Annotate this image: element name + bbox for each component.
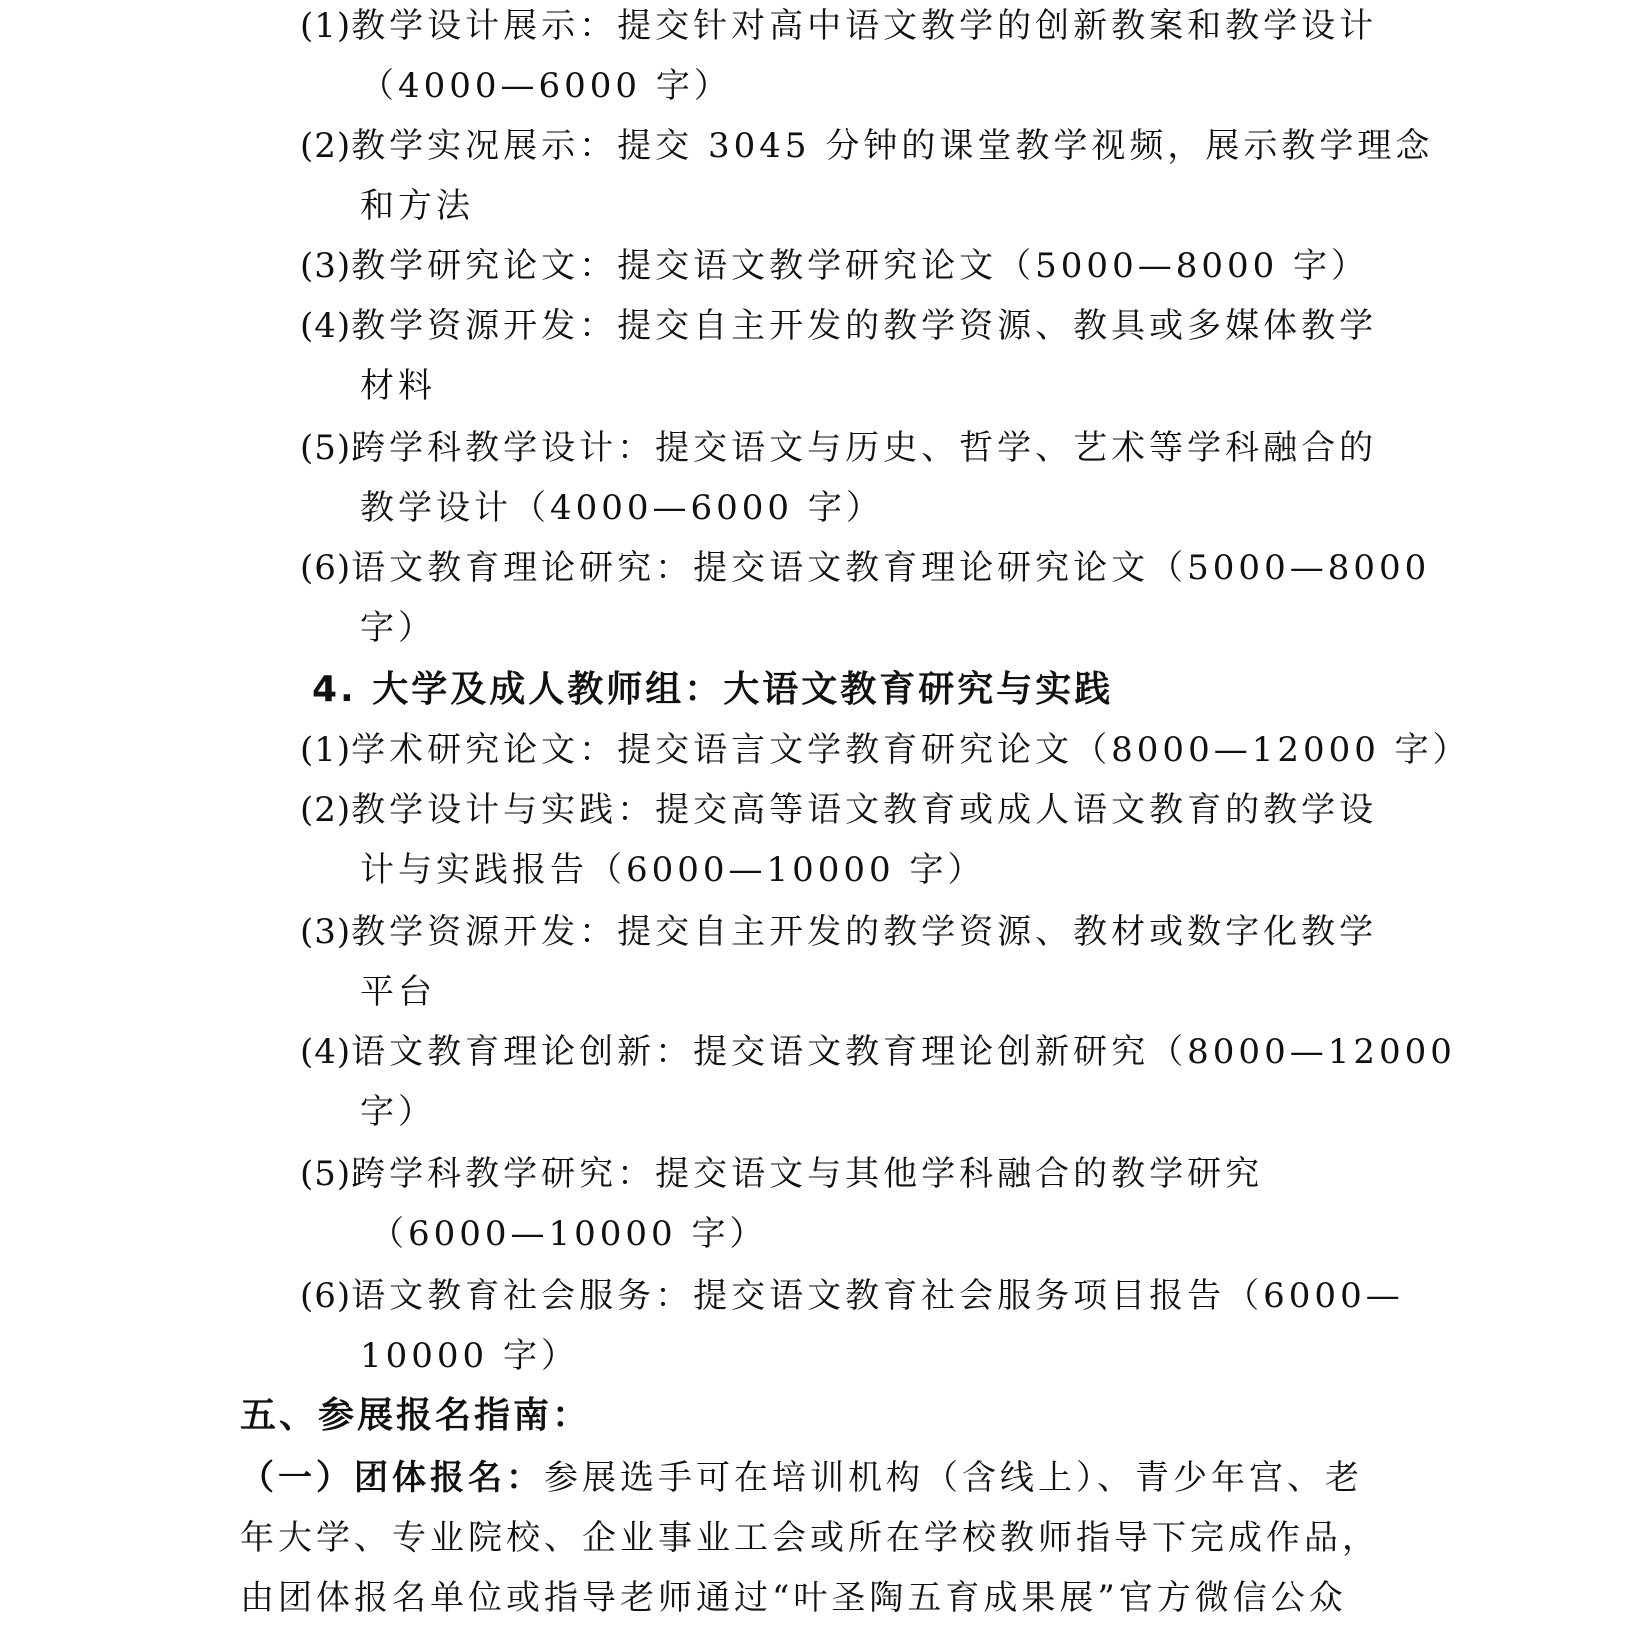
paragraph-line-1 [240, 1458, 1363, 1498]
item-text: 语文教育社会服务：提交语文教育社会服务项目报告（6000— [351, 1276, 1404, 1316]
item-text: 计与实践报告（6000—10000 字） [360, 850, 986, 890]
item-text: 材料 [360, 366, 436, 406]
paragraph-text: 参展选手可在培训机构（含线上）、青少年宫、老 [544, 1458, 1363, 1498]
list-item-b2-cont [360, 850, 986, 890]
item-text: 语文教育理论创新：提交语文教育理论创新研究（8000—12000 [351, 1032, 1456, 1072]
sub-label: （一）团体报名： [240, 1458, 544, 1498]
item-number: (3) [300, 912, 352, 952]
paragraph-text: 年大学、专业院校、企业事业工会或所在学校教师指导下完成作品， [240, 1518, 1380, 1558]
item-number: (2) [300, 126, 352, 166]
paragraph-text: 由团体报名单位或指导老师通过“叶圣陶五育成果展”官方微信公众 [240, 1578, 1347, 1618]
item-number: (1) [300, 730, 352, 770]
list-item-a1-cont [360, 66, 732, 106]
item-text: （4000—6000 字） [360, 66, 732, 106]
item-number: (5) [300, 428, 352, 468]
list-item-b4 [300, 1032, 1456, 1072]
list-item-a4-cont [360, 366, 436, 406]
list-item-b3-cont [360, 972, 436, 1012]
list-item-b6 [300, 1276, 1404, 1316]
item-text: 跨学科教学研究：提交语文与其他学科融合的教学研究 [351, 1154, 1264, 1194]
item-number: (4) [300, 306, 352, 346]
item-text: 跨学科教学设计：提交语文与历史、哲学、艺术等学科融合的 [351, 428, 1378, 468]
item-text: 教学资源开发：提交自主开发的教学资源、教材或数字化教学 [351, 912, 1378, 952]
group-heading: 4. 大学及成人教师组：大语文教育研究与实践 [312, 669, 1114, 710]
list-item-a1 [300, 6, 1377, 46]
item-text: 字） [360, 608, 436, 648]
item-number: (5) [300, 1154, 352, 1194]
item-text: （6000—10000 字） [370, 1214, 768, 1254]
section-title: 五、参展报名指南： [240, 1395, 592, 1436]
item-number: (3) [300, 246, 352, 286]
list-item-b4-cont [360, 1092, 436, 1132]
item-number: (1) [300, 6, 352, 46]
item-text: 教学设计（4000—6000 字） [360, 488, 884, 528]
item-number: (6) [300, 1276, 352, 1316]
list-item-a2 [300, 126, 1433, 166]
item-number: (2) [300, 790, 352, 830]
list-item-b1 [300, 730, 1471, 770]
item-text: 10000 字） [360, 1336, 579, 1376]
paragraph-line-3 [240, 1578, 1347, 1618]
item-text: 教学研究论文：提交语文教学研究论文（5000—8000 字） [351, 246, 1370, 286]
list-item-b6-cont [360, 1336, 579, 1376]
list-item-a2-cont [360, 186, 474, 226]
item-text: 和方法 [360, 186, 474, 226]
list-item-a3 [300, 246, 1369, 286]
item-text: 语文教育理论研究：提交语文教育理论研究论文（5000—8000 [351, 548, 1431, 588]
item-text: 教学资源开发：提交自主开发的教学资源、教具或多媒体教学 [351, 306, 1378, 346]
item-text: 教学设计展示：提交针对高中语文教学的创新教案和教学设计 [351, 6, 1378, 46]
item-text: 教学实况展示：提交 3045 分钟的课堂教学视频，展示教学理念 [351, 126, 1434, 166]
list-item-b5 [300, 1154, 1263, 1194]
paragraph-line-2 [240, 1518, 1380, 1558]
item-number: (6) [300, 548, 352, 588]
item-text: 字） [360, 1092, 436, 1132]
item-text: 教学设计与实践：提交高等语文教育或成人语文教育的教学设 [351, 790, 1378, 830]
list-item-a5-cont [360, 488, 884, 528]
item-text: 平台 [360, 972, 436, 1012]
list-item-b2 [300, 790, 1377, 830]
item-text: 学术研究论文：提交语言文学教育研究论文（8000—12000 字） [351, 730, 1471, 770]
list-item-a4 [300, 306, 1377, 346]
list-item-b3 [300, 912, 1377, 952]
list-item-a5 [300, 428, 1377, 468]
list-item-a6 [300, 548, 1430, 588]
list-item-a6-cont [360, 608, 436, 648]
item-number: (4) [300, 1032, 352, 1072]
list-item-b5-cont [370, 1214, 768, 1254]
